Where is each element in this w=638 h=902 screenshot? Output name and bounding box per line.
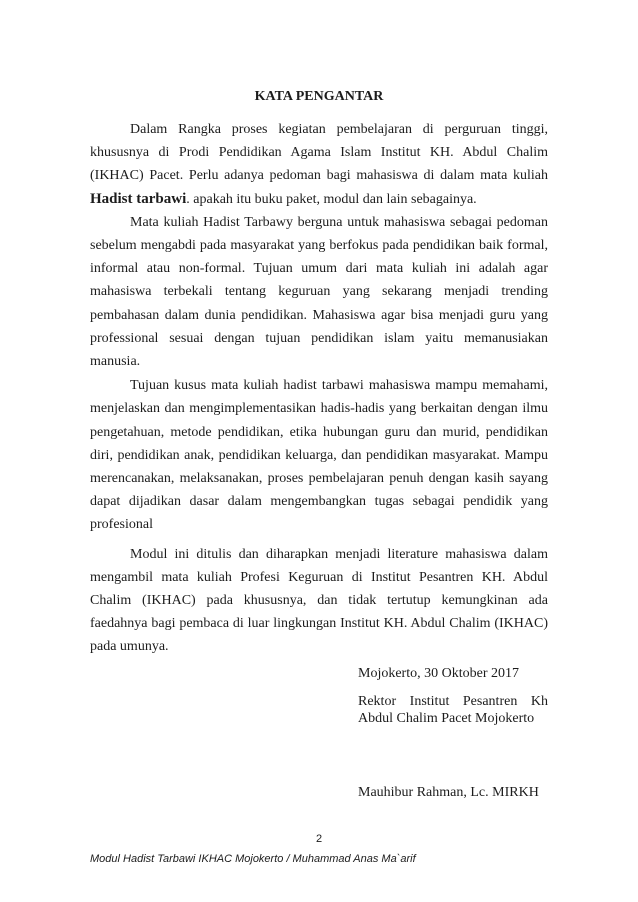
page-title: KATA PENGANTAR	[254, 89, 384, 104]
signature-position-line-1: Rektor Institut Pesantren Kh	[358, 693, 548, 709]
paragraph-module-note: Modul ini ditulis dan diharapkan menjadi literature mahasiswa dalam mengambil mata kuliah Profesi Keguruan di Institut Pesantren KH. Abdul Chalim (IKHAC) pada khususnya, dan tidak tertutup kemungkinan ada faedahnya bagi pembaca di luar lingkungan Institut KH. Abdul Chalim (IKHAC) pada umunya.	[90, 546, 548, 655]
running-footer: Modul Hadist Tarbawi IKHAC Mojokerto / Muhammad Anas Ma`arif	[90, 853, 416, 865]
paragraph-introduction	[90, 118, 548, 211]
paragraph-general-purpose: Mata kuliah Hadist Tarbawy berguna untuk mahasiswa sebagai pedoman sebelum mengabdi pada masyarakat yang berfokus pada pendidikan baik formal, informal atau non-formal. Tujuan umum dari mata kuliah ini adalah agar mahasiswa terbekali tentang keguruan yang sekarang menjadi trending pembahasan dalam dunia pendidikan. Mahasiswa agar bisa menjadi guru yang professional sesuai dengan tujuan pendidikan islam yaitu memanusiakan manusia.	[90, 214, 548, 370]
paragraph-introduction-text: Dalam Rangka proses kegiatan pembelajaran di perguruan tinggi, khususnya di Prodi Pendidikan Agama Islam Institut KH. Abdul Chalim (IKHAC) Pacet. Perlu adanya pedoman bagi mahasiswa di dalam mata kuliah	[90, 122, 548, 184]
signature-block	[358, 665, 548, 802]
course-name-bold: Hadist tarbawi	[90, 190, 187, 207]
signature-name: Mauhibur Rahman, Lc. MIRKH	[358, 784, 539, 800]
signature-position-line-2: Abdul Chalim Pacet Mojokerto	[358, 710, 535, 726]
body-text	[90, 118, 548, 802]
signature-place-date: Mojokerto, 30 Oktober 2017	[358, 665, 519, 681]
signature-position	[358, 693, 548, 727]
page-number: 2	[315, 833, 323, 845]
paragraph-specific-purpose: Tujuan kusus mata kuliah hadist tarbawi mahasiswa mampu memahami, menjelaskan dan mengimplementasikan hadis-hadis yang berkaitan dengan ilmu pengetahuan, metode pendidikan, etika hubungan guru dan murid, pendidikan diri, pendidikan anak, pendidikan keluarga, dan pendidikan masyarakat. Mampu merencanakan, melaksanakan, proses pembelajaran penuh dengan kasih sayang dapat dijadikan dasar dalam mengembangkan tugas sebagai pendidik yang profesional	[90, 378, 548, 533]
paragraph-introduction-tail: . apakah itu buku paket, modul dan lain sebagainya.	[186, 191, 477, 207]
